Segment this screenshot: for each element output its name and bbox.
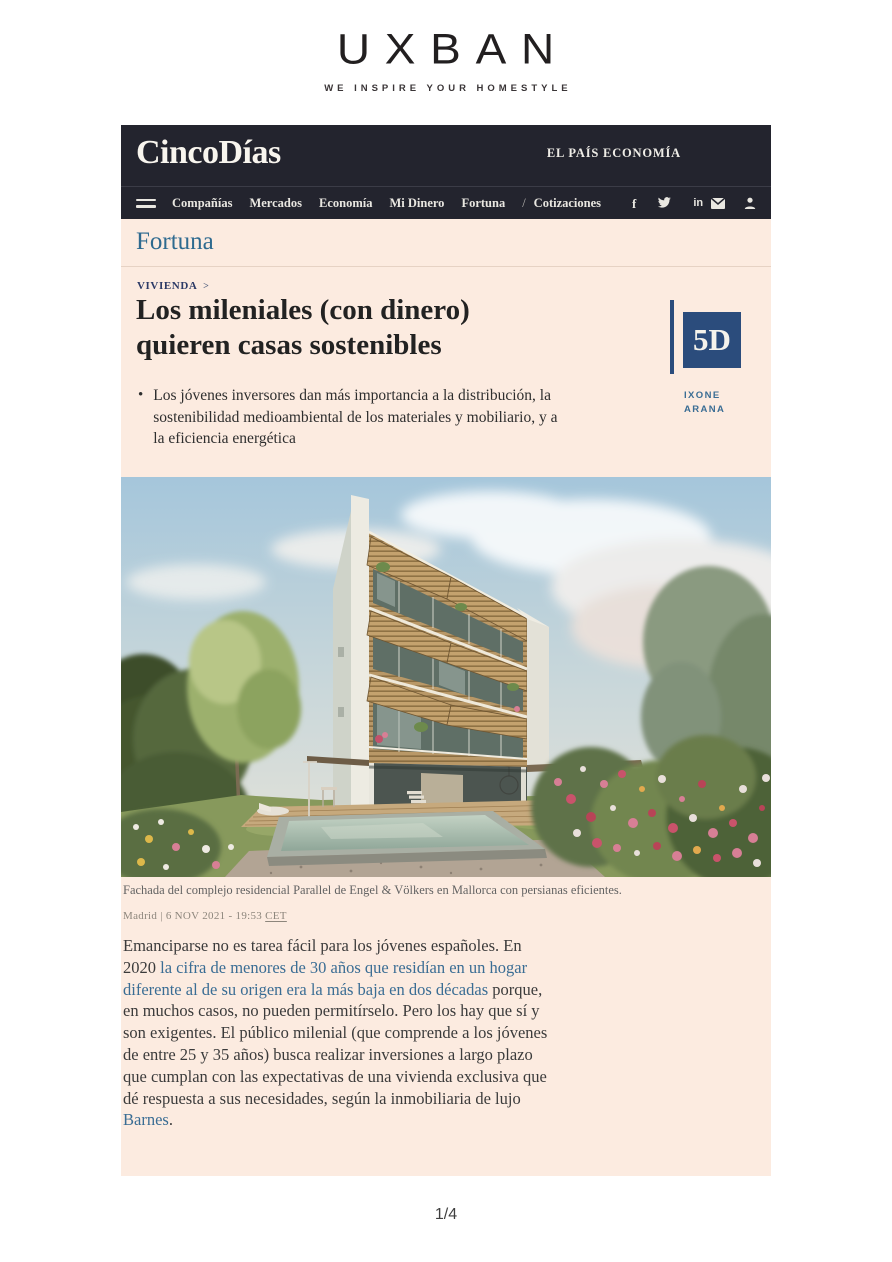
byline-timezone[interactable]: CET bbox=[265, 910, 287, 922]
summary-text: Los jóvenes inversores dan más importancia a la distribución, la sostenibilidad medioambiental de los materiales y mobiliario, y a la eficiencia energética bbox=[153, 387, 558, 447]
site-brand bbox=[0, 22, 892, 94]
byline-pipe: | bbox=[160, 910, 163, 922]
chevron-right-icon: > bbox=[203, 281, 210, 292]
body-link-cifra-menores[interactable]: la cifra de menores de 30 años que residían en un hogar diferente al de su origen era la más baja en dos décadas bbox=[123, 957, 528, 999]
article-area bbox=[121, 219, 771, 1176]
account-icons bbox=[711, 197, 756, 209]
nav-cotizaciones[interactable]: Cotizaciones bbox=[533, 195, 602, 210]
body-segment: . bbox=[168, 1110, 173, 1130]
cincodias-wordmark[interactable]: CincoDías bbox=[136, 134, 281, 171]
bullet-icon: • bbox=[138, 387, 144, 403]
section-divider bbox=[121, 266, 771, 267]
nav-separator: / bbox=[522, 195, 526, 210]
uxban-logo: UXBAN bbox=[336, 25, 569, 73]
body-segment: porque, en muchos casos, no pueden permitírselo. Pero los hay que sí y son exigentes. El público milenial (que comprende a los jóvenes de entre 25 y 35 años) busca realizar inversiones a largo plazo que cumplan con las expectativas de una vivienda exclusiva que dé respuesta a sus necesidades, según la inmobiliaria de lujo bbox=[123, 979, 548, 1108]
facebook-icon[interactable]: f bbox=[632, 195, 637, 211]
author-name[interactable] bbox=[684, 389, 725, 417]
category-label: VIVIENDA bbox=[137, 280, 197, 292]
author-first-name: IXONE bbox=[684, 390, 721, 401]
uxban-tagline: WE INSPIRE YOUR HOMESTYLE bbox=[324, 83, 572, 94]
nav-mercados[interactable]: Mercados bbox=[249, 195, 302, 210]
article-headline[interactable]: Los mileniales (con dinero) quieren casas sostenibles bbox=[136, 294, 470, 361]
mail-icon[interactable] bbox=[711, 198, 725, 209]
nav-companias[interactable]: Compañías bbox=[172, 195, 233, 210]
5d-logo-badge[interactable]: 5D bbox=[683, 312, 741, 368]
byline-datetime: 6 NOV 2021 - 19:53 bbox=[165, 910, 263, 922]
section-title-fortuna[interactable]: Fortuna bbox=[136, 228, 214, 255]
article-byline bbox=[123, 910, 287, 922]
nav-fortuna[interactable]: Fortuna bbox=[461, 195, 506, 210]
linkedin-icon[interactable]: in bbox=[693, 196, 704, 209]
article-image-illustration bbox=[121, 477, 771, 877]
badge-accent-bar bbox=[670, 300, 674, 374]
body-segment: Emanciparse no es tarea fácil para los jóvenes españoles. En 2020 bbox=[123, 936, 522, 977]
social-icons bbox=[632, 197, 703, 210]
byline-location: Madrid bbox=[123, 910, 158, 922]
nav-economia[interactable]: Economía bbox=[318, 195, 373, 210]
article-summary bbox=[138, 385, 578, 450]
page-indicator: 1/4 bbox=[434, 1206, 458, 1223]
article-body bbox=[123, 935, 555, 1131]
twitter-icon[interactable] bbox=[658, 197, 671, 210]
article-image bbox=[121, 477, 771, 877]
nav-mi-dinero[interactable]: Mi Dinero bbox=[389, 195, 445, 210]
category-link-vivienda[interactable] bbox=[137, 280, 209, 292]
elpais-economia-label: EL PAÍS ECONOMÍA bbox=[546, 146, 681, 160]
nav-bar bbox=[121, 186, 771, 219]
author-last-name: ARANA bbox=[684, 404, 726, 415]
hamburger-icon[interactable] bbox=[136, 195, 156, 212]
masthead bbox=[121, 125, 771, 186]
image-caption: Fachada del complejo residencial Parallel de Engel & Völkers en Mallorca con persianas eficientes. bbox=[123, 883, 622, 897]
news-widget bbox=[121, 125, 771, 1176]
body-link-barnes[interactable]: Barnes bbox=[123, 1110, 169, 1130]
user-icon[interactable] bbox=[744, 197, 756, 209]
